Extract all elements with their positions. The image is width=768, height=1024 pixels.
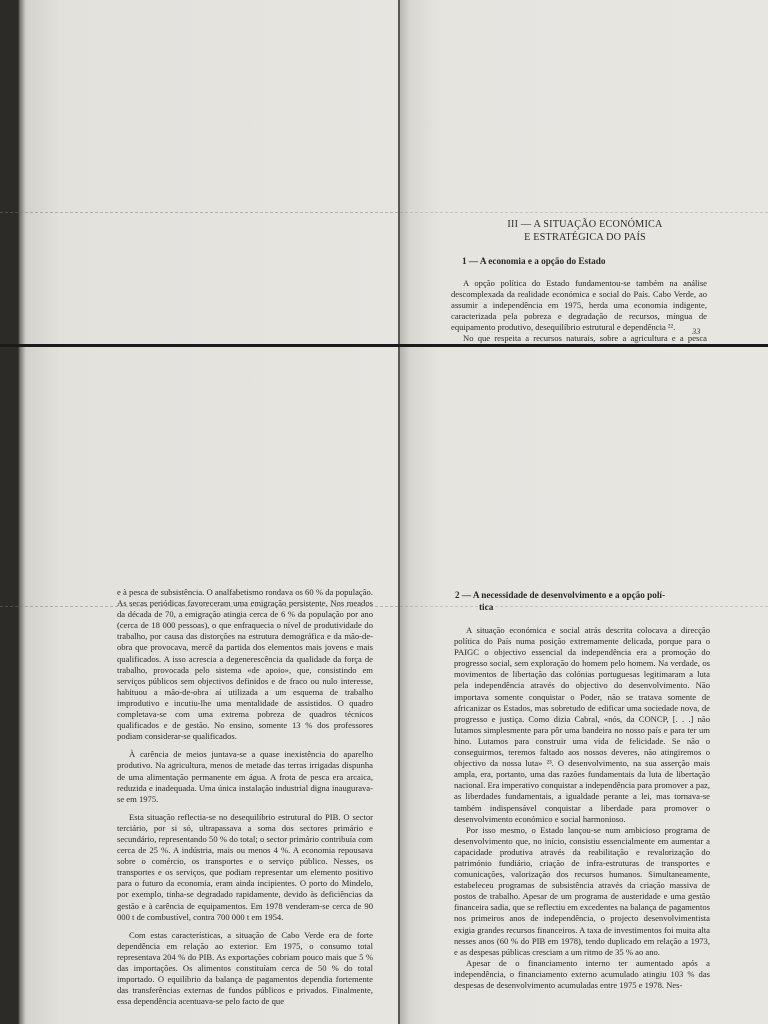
chapter-title-line-1: III — A SITUAÇÃO ECONÓMICA xyxy=(507,219,663,230)
scan-fold-line xyxy=(0,212,398,214)
page-bottom-left xyxy=(0,347,398,1024)
paragraph: Apesar de o financiamento interno ter aumentado após a independência, o financiamento externo acumulado atingiu 103 % das despesas de desenvolvimento acumuladas entre 1975 e 1978. Nes- xyxy=(454,957,710,990)
paragraph: Esta situação reflectia-se no desequilíbrio estrutural do PIB. O sector terciário, por si só, ultrapassava a soma dos sectores primário e secundário, representando 50 % do total; o sector primário contribuía com cerca de 25 %. A indústria, mais ou menos 4 %. A economia repousava sobre o comércio, os transportes e o serviço público. Nesses, os transportes e os serviços, que podiam representar um elemento positivo para o futuro da economia, eram ainda incipientes. O porto do Mindelo, por exemplo, tinha-se degradado rapidamente, devido às deficiências da gestão e à carência de equipamentos. Em 1978 venderam-se cerca de 90 000 t de combustível, contra 700 000 t em 1954. xyxy=(117,811,373,922)
section-heading-2 xyxy=(455,589,715,613)
paragraph: À carência de meios juntava-se a quase inexistência do aparelho produtivo. Na agricultura, menos de metade das terras irrigadas dispunha de uma alimentação permanente em água. A frota de pesca era arcaica, reduzida e inadequada. Uma única instalação industrial digna inaugurava-se em 1975. xyxy=(117,749,373,804)
section-heading-2-line-1: 2 — A necessidade de desenvolvimento e a opção polí- xyxy=(455,590,666,600)
paragraph: A situação económica e social atrás descrita colocava a direcção política do País numa posição extremamente delicada, porque para o PAIGC o objectivo essencial da independência era a promoção do progresso social, sem exploração do homem pelo homem. Na verdade, os movimentos de libertação das colónias portuguesas legitimaram a luta pela independência através do objectivo do desenvolvimento. Não importava somente conquistar o Poder, não se tratava somente de africanizar os Estados, mas sobretudo de edificar uma sociedade nova, de progresso e justiça. Como dizia Cabral, «nós, da CONCP, [. . .] não lutamos simplesmente para pôr uma bandeira no nosso país e para ter um hino. Lutamos para construir uma vida de felicidade. Se não o conseguirmos, teremos faltado aos nossos deveres, não atingiremos o objectivo da nossa luta» ²³. O desenvolvimento, na sua asserção mais ampla, era, portanto, uma das razões fundamentais da luta de libertação nacional. Era imperativo conquistar a independência para promover a paz, as liberdades fundamentais, a igualdade perante a lei, mas tornava-se também indispensável conquistar a liberdade para promover o desenvolvimento económico e social harmonioso. xyxy=(454,625,710,824)
section-heading-1: 1 — A economia e a opção do Estado xyxy=(462,256,606,266)
page-number: 33 xyxy=(692,326,701,336)
paragraph: No que respeita a recursos naturais, sobre a agricultura e a pesca xyxy=(463,333,707,344)
chapter-title xyxy=(500,218,670,244)
paragraph: A opção política do Estado fundamentou-se também na análise descomplexada da realidade económica e social do País. Cabo Verde, ao assumir a independência em 1975, herda uma economia indigente, caracterizada pela pobreza e degradação de recursos, míngua de equipamento produtivo, desequilíbrio estrutural e dependência ²². xyxy=(451,278,707,333)
paragraph: Por isso mesmo, o Estado lançou-se num ambicioso programa de desenvolvimento que, no início, consistiu essencialmente em aumentar a capacidade produtiva através da reabilitação e revalorização do património fundiário, criação de infra-estruturas de transportes e comunicações, valorização dos recursos humanos. Simultaneamente, estabeleceu programas de subsistência através da criação massiva de postos de trabalho. Apesar de um programa de austeridade e uma gestão financeira sadia, que se reflectiu em excedentes na balança de pagamentos nos primeiros anos de independência, o projecto desenvolvimentista exigia grandes recursos financeiros. A taxa de investimentos foi muita alta nesses anos (60 % do PIB em 1978), tendo duplicado em relação a 1973, e as despesas públicas cresciam a um ritmo de 35 % ao ano. xyxy=(454,824,710,957)
section-heading-2-line-2: tica xyxy=(479,602,494,612)
scan-fold-line xyxy=(400,212,768,214)
page-top-right xyxy=(400,0,768,344)
body-text-bottom-right xyxy=(454,625,710,991)
paragraph: Com estas características, a situação de Cabo Verde era de forte dependência em relação ao exterior. Em 1975, o consumo total representava 204 % do PIB. As exportações cobriam pouco mais que 5 % das importações. Os alimentos constituíam cerca de 50 % do total importado. O equilíbrio da balança de pagamentos dependia fortemente das transferências externas de fundos públicos e privados. Finalmente, essa dependência acentuava-se pelo facto de que xyxy=(117,929,373,1007)
page-top-left-blank xyxy=(0,0,398,344)
body-text-bottom-left xyxy=(117,587,373,1007)
chapter-title-line-2: E ESTRATÉGICA DO PAÍS xyxy=(524,232,646,243)
page-bottom-right xyxy=(400,347,768,1024)
paragraph: e à pesca de subsistência. O analfabetismo rondava os 60 % da população. As secas periódicas favoreceram uma emigração persistente. Nos meados da década de 70, a emigração atingia cerca de 6 % da população por ano (cerca de 18 000 pessoas), o que enfraquecia o nível de produtividade do trabalho, por causa das distorções na estrutura demográfica e da mão-de-obra que provocava, mercê da partida dos elementos mais jovens e mais qualificados. A isso acrescia a degenerescência da qualidade da força de trabalho, provocada pelo sistema «de apoio», que, consistindo em serviços públicos sem objectivos definidos e de fraco ou nulo interesse, habituou a mão-de-obra aí utilizada a um esquema de trabalho improdutivo e incutiu-lhe uma mentalidade de assistidos. O quadro completava-se com uma extrema pobreza de quadros técnicos qualificados e de gestão. No ensino, somente 13 % dos professores podiam considerar-se qualificados. xyxy=(117,587,373,742)
